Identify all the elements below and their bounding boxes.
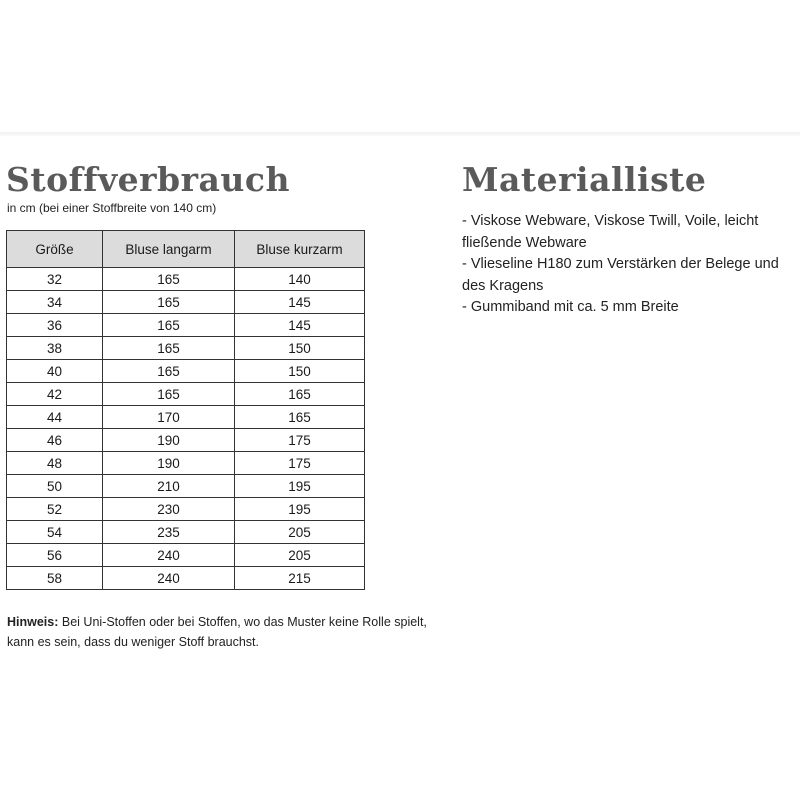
cell-long-sleeve: 165	[103, 291, 235, 314]
cell-long-sleeve: 235	[103, 521, 235, 544]
table-row	[7, 429, 365, 452]
fabric-consumption-title: Stoffverbrauch	[6, 160, 290, 199]
cell-size: 40	[7, 360, 103, 383]
table-row	[7, 360, 365, 383]
cell-size: 46	[7, 429, 103, 452]
cell-long-sleeve: 240	[103, 544, 235, 567]
cell-short-sleeve: 195	[235, 498, 365, 521]
table-row	[7, 337, 365, 360]
cell-size: 50	[7, 475, 103, 498]
table-row	[7, 291, 365, 314]
cell-short-sleeve: 175	[235, 429, 365, 452]
cell-long-sleeve: 230	[103, 498, 235, 521]
cell-short-sleeve: 140	[235, 268, 365, 291]
header-short-sleeve: Bluse kurzarm	[235, 231, 365, 268]
table-row	[7, 567, 365, 590]
table-row	[7, 406, 365, 429]
material-list-title: Materialliste	[462, 160, 707, 199]
cell-long-sleeve: 190	[103, 429, 235, 452]
cell-short-sleeve: 175	[235, 452, 365, 475]
cell-size: 42	[7, 383, 103, 406]
cell-long-sleeve: 240	[103, 567, 235, 590]
cell-size: 34	[7, 291, 103, 314]
cell-short-sleeve: 205	[235, 521, 365, 544]
cell-short-sleeve: 145	[235, 314, 365, 337]
list-item: - Viskose Webware, Viskose Twill, Voile, leicht fließende Webware	[462, 213, 759, 251]
cell-short-sleeve: 195	[235, 475, 365, 498]
cell-size: 52	[7, 498, 103, 521]
cell-short-sleeve: 205	[235, 544, 365, 567]
table-row	[7, 544, 365, 567]
cell-size: 38	[7, 337, 103, 360]
table-row	[7, 314, 365, 337]
cell-long-sleeve: 165	[103, 314, 235, 337]
cell-long-sleeve: 165	[103, 337, 235, 360]
table-row	[7, 452, 365, 475]
cell-long-sleeve: 190	[103, 452, 235, 475]
material-list	[462, 211, 792, 319]
cell-long-sleeve: 165	[103, 360, 235, 383]
cell-short-sleeve: 165	[235, 383, 365, 406]
note-text: Bei Uni-Stoffen oder bei Stoffen, wo das Muster keine Rolle spielt, kann es sein, dass du weniger Stoff brauchst.	[7, 615, 427, 649]
table-row	[7, 475, 365, 498]
table-row	[7, 268, 365, 291]
section-divider	[0, 132, 800, 136]
cell-size: 56	[7, 544, 103, 567]
header-long-sleeve: Bluse langarm	[103, 231, 235, 268]
fabric-consumption-subtitle: in cm (bei einer Stoffbreite von 140 cm)	[7, 201, 217, 215]
cell-long-sleeve: 210	[103, 475, 235, 498]
header-size: Größe	[7, 231, 103, 268]
cell-size: 32	[7, 268, 103, 291]
note-label: Hinweis:	[7, 615, 59, 629]
fabric-note	[7, 612, 427, 652]
cell-short-sleeve: 150	[235, 337, 365, 360]
cell-short-sleeve: 150	[235, 360, 365, 383]
fabric-consumption-table	[6, 230, 365, 590]
table-row	[7, 521, 365, 544]
cell-size: 54	[7, 521, 103, 544]
table-row	[7, 383, 365, 406]
table-header-row	[7, 231, 365, 268]
cell-size: 48	[7, 452, 103, 475]
cell-size: 36	[7, 314, 103, 337]
table-row	[7, 498, 365, 521]
cell-short-sleeve: 165	[235, 406, 365, 429]
list-item: - Vlieseline H180 zum Verstärken der Belege und des Kragens	[462, 256, 779, 294]
cell-long-sleeve: 165	[103, 383, 235, 406]
cell-short-sleeve: 215	[235, 567, 365, 590]
list-item: - Gummiband mit ca. 5 mm Breite	[462, 299, 679, 315]
cell-size: 44	[7, 406, 103, 429]
top-blank-area	[0, 0, 800, 132]
cell-size: 58	[7, 567, 103, 590]
cell-long-sleeve: 170	[103, 406, 235, 429]
cell-short-sleeve: 145	[235, 291, 365, 314]
cell-long-sleeve: 165	[103, 268, 235, 291]
